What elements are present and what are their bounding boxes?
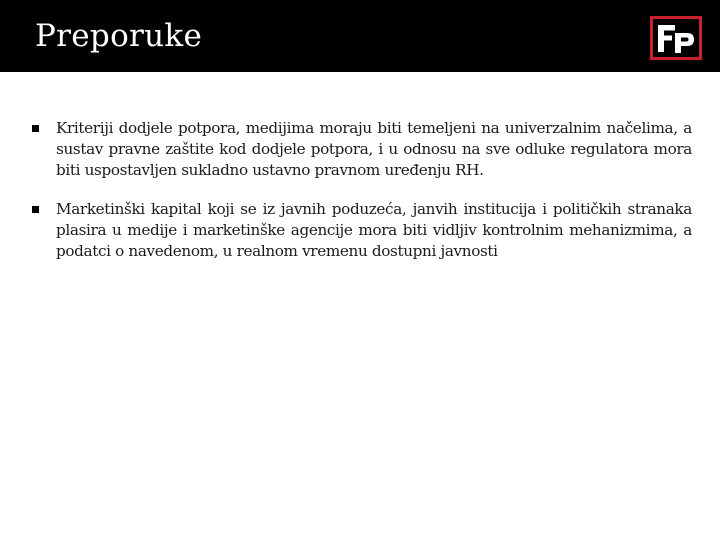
header-bar (0, 0, 720, 72)
page-title: Preporuke (35, 18, 203, 54)
list-item (32, 199, 692, 262)
bullet-text: Kriteriji dodjele potpora, medijima moraju biti temeljeni na univerzalnim načelima, a sustav pravne zaštite kod dodjele potpora, i u odnosu na sve odluke regulatora mora biti uspostavljen sukladno ustavno pravnom uređenju RH. (56, 119, 692, 179)
bullet-list (32, 118, 692, 280)
fp-logo (650, 16, 702, 60)
square-bullet-icon (32, 125, 39, 132)
square-bullet-icon (32, 206, 39, 213)
bullet-text: Marketinški kapital koji se iz javnih poduzeća, janvih institucija i političkih stranaka plasira u medije i marketinške agencije mora biti vidljiv kontrolnim mehanizmima, a podatci o navedenom, u realnom vremenu dostupni javnosti (56, 200, 692, 260)
list-item (32, 118, 692, 181)
